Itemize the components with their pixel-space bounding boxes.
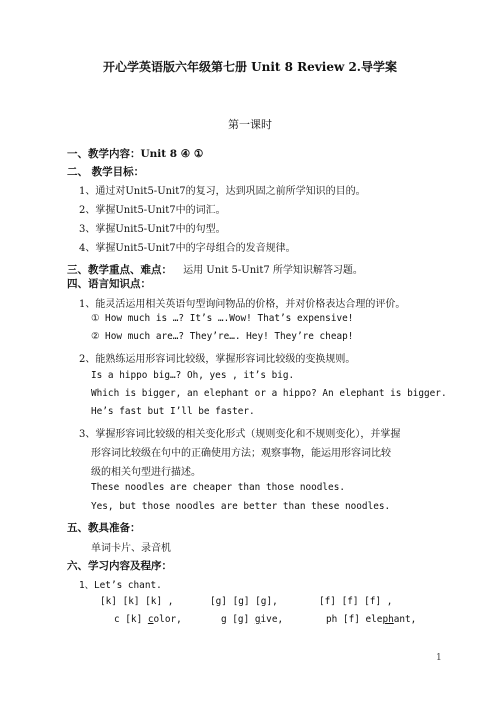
section-5-heading: 五、教具准备： <box>67 522 141 534</box>
section-2-heading: 二、 教学目标： <box>67 166 145 178</box>
page-title: 开心学英语版六年级第七册 Unit 8 Review 2.导学案 <box>103 60 397 74</box>
section-1-heading: 一、教学内容：Unit 8 ④ ① <box>67 148 204 160</box>
goal-item: 2、掌握Unit5-Unit7中的词汇。 <box>79 205 226 216</box>
chant-underlined-letters: g <box>254 614 261 625</box>
chant-word-rest: ant, <box>393 614 417 625</box>
knowledge-item-continued: 级的相关句型进行描述。 <box>91 467 201 478</box>
section-6-heading: 六、学习内容及程序： <box>67 560 172 572</box>
chant-word-rest: olor, <box>153 614 182 625</box>
page-number: 1 <box>436 653 442 663</box>
chant-sound: g [g] <box>221 614 255 625</box>
chant-word-rest: ive, <box>260 614 284 625</box>
procedure-item: 1、Let’s chant. <box>79 580 162 591</box>
chant-line-1-part: [f] [f] [f] , <box>319 596 393 607</box>
sentence-pattern: ① How much is …? It’s ….Wow! That’s expensive! <box>91 313 354 324</box>
lesson-subtitle: 第一课时 <box>228 118 272 131</box>
goal-item: 3、掌握Unit5-Unit7中的句型。 <box>79 224 226 235</box>
example-sentence: These noodles are cheaper than those noodles. <box>91 482 345 493</box>
chant-line-2-part <box>114 614 182 625</box>
chant-sound: ph [f] ele <box>326 614 383 625</box>
example-sentence: Yes, but those noodles are better than these noodles. <box>91 501 391 512</box>
example-sentence: Which is bigger, an elephant or a hippo? An elephant is bigger. <box>91 388 447 399</box>
section-4-heading: 四、语言知识点： <box>67 278 151 290</box>
example-sentence: He’s fast but I’ll be faster. <box>91 406 255 417</box>
knowledge-item-continued: 形容词比较级在句中的正确使用方法；观察事物，能运用形容词比较 <box>91 448 391 459</box>
section-3-row <box>67 258 363 277</box>
chant-line-1-part: [k] [k] [k] , <box>100 596 174 607</box>
example-sentence: Is a hippo big…? Oh, yes , it’s big. <box>91 370 295 381</box>
knowledge-item: 3、掌握形容词比较级的相关变化形式（规则变化和不规则变化），并掌握 <box>79 429 401 440</box>
materials-text: 单词卡片、录音机 <box>91 543 171 554</box>
knowledge-item: 2、能熟练运用形容词比较级，掌握形容词比较级的变换规则。 <box>79 354 356 365</box>
goal-item: 4、掌握Unit5-Unit7中的字母组合的发音规律。 <box>79 243 296 254</box>
chant-sound: c [k] <box>114 614 148 625</box>
knowledge-item: 1、能灵活运用相关英语句型询问物品的价格，并对价格表达合理的评价。 <box>79 299 406 310</box>
section-3-heading: 三、教学重点、难点： <box>67 264 172 276</box>
sentence-pattern: ② How much are…? They’re…. Hey! They’re cheap! <box>91 331 354 342</box>
goal-item: 1、通过对Unit5-Unit7的复习，达到巩固之前所学知识的目的。 <box>79 186 366 197</box>
chant-line-2-part <box>326 614 416 625</box>
chant-underlined-letters: ph <box>382 614 394 625</box>
section-3-text: 运用 Unit 5-Unit7 所学知识解答习题。 <box>183 265 363 276</box>
chant-line-2-part <box>221 614 283 625</box>
chant-underlined-letters: c <box>147 614 154 625</box>
chant-line-1-part: [g] [g] [g], <box>210 596 278 607</box>
